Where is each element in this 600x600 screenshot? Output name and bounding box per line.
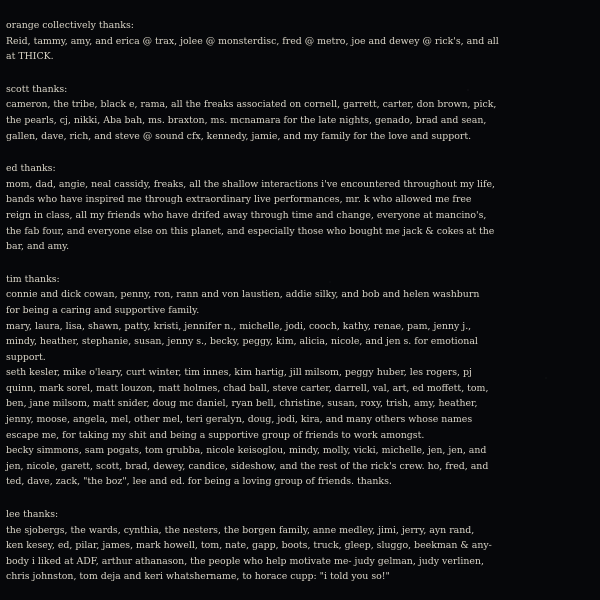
text-line: becky simmons, sam pogats, tom grubba, nicole keisoglou, mindy, molly, vicki, michelle, jen, jen, and: [6, 445, 487, 457]
section-heading: tim thanks:: [6, 273, 60, 285]
section-heading: scott thanks:: [6, 83, 68, 95]
text-line: ken kesey, ed, pilar, james, mark howell, tom, nate, gapp, boots, truck, gleep, sluggo, beekman & any-: [6, 540, 492, 552]
text-line: jen, nicole, garett, scott, brad, dewey, candice, sideshow, and the rest of the rick's crew. ho, fred, and: [6, 460, 489, 472]
text-line: mindy, heather, stephanie, susan, jenny s., becky, peggy, kim, alicia, nicole, and jen s. for emotional: [6, 336, 478, 348]
thanks-section-tim: [6, 272, 592, 490]
text-line: the fab four, and everyone else on this planet, and especially those who bought me jack & cokes at the: [6, 225, 495, 237]
section-heading: lee thanks:: [6, 509, 59, 521]
text-line: quinn, mark sorel, matt louzon, matt holmes, chad ball, steve carter, darrell, val, art, ed moffett, tom,: [6, 382, 489, 394]
text-line: escape me, for taking my shit and being a supportive group of friends to work amongst.: [6, 429, 425, 441]
thanks-text-block: [6, 18, 592, 600]
text-line: bar, and amy.: [6, 241, 70, 253]
thanks-section-ed: [6, 161, 592, 255]
text-line: connie and dick cowan, penny, ron, rann and von laustien, addie silky, and bob and helen washburn: [6, 289, 480, 301]
thanks-section-scott: [6, 82, 592, 144]
section-heading: ed thanks:: [6, 163, 56, 175]
thanks-section-orange: [6, 18, 592, 65]
text-line: support.: [6, 351, 46, 363]
text-line: the pearls, cj, nikki, Aba bah, ms. braxton, ms. mcnamara for the late nights, genado, brad and sean,: [6, 114, 487, 126]
text-line: bands who have inspired me through extraordinary live performances, mr. k who allowed me free: [6, 194, 472, 206]
text-line: chris johnston, tom deja and keri whatshername, to horace cupp: "i told you so!": [6, 571, 390, 583]
text-line: seth kesler, mike o'leary, curt winter, tim innes, kim hartig, jill milsom, peggy huber, les rogers, pj: [6, 367, 472, 379]
text-line: mom, dad, angie, neal cassidy, freaks, all the shallow interactions i've encountered throughout my life,: [6, 178, 496, 190]
text-line: jenny, moose, angela, mel, other mel, teri geralyn, doug, jodi, kira, and many others whose names: [6, 414, 473, 426]
text-line: body i liked at ADF, arthur athanason, the people who help motivate me- judy gelman, judy verlinen,: [6, 555, 484, 567]
thanks-section-lee: [6, 507, 592, 585]
text-line: the sjobergs, the wards, cynthia, the nesters, the borgen family, anne medley, jimi, jerry, ayn rand,: [6, 524, 475, 536]
text-line: cameron, the tribe, black e, rama, all the freaks associated on cornell, garrett, carter, don brown, pick,: [6, 99, 497, 111]
section-heading: orange collectively thanks:: [6, 20, 134, 31]
text-line: reign in class, all my friends who have drifed away through time and change, everyone at mancino's,: [6, 209, 487, 221]
text-line: gallen, dave, rich, and steve @ sound cfx, kennedy, jamie, and my family for the love and support.: [6, 130, 472, 142]
text-line: at THICK.: [6, 51, 54, 63]
text-line: Reid, tammy, amy, and erica @ trax, jolee @ monsterdisc, fred @ metro, joe and dewey @ rick's, and all: [6, 35, 499, 47]
text-line: for being a caring and supportive family.: [6, 304, 200, 316]
text-line: ted, dave, zack, "the boz", lee and ed. for being a loving group of friends. thanks.: [6, 476, 392, 488]
text-line: ben, jane milsom, matt snider, doug mc daniel, ryan bell, christine, susan, roxy, trish, amy, heather,: [6, 398, 478, 410]
text-line: mary, laura, lisa, shawn, patty, kristi, jennifer n., michelle, jodi, cooch, kathy, renae, pam, jenny j.,: [6, 320, 472, 332]
